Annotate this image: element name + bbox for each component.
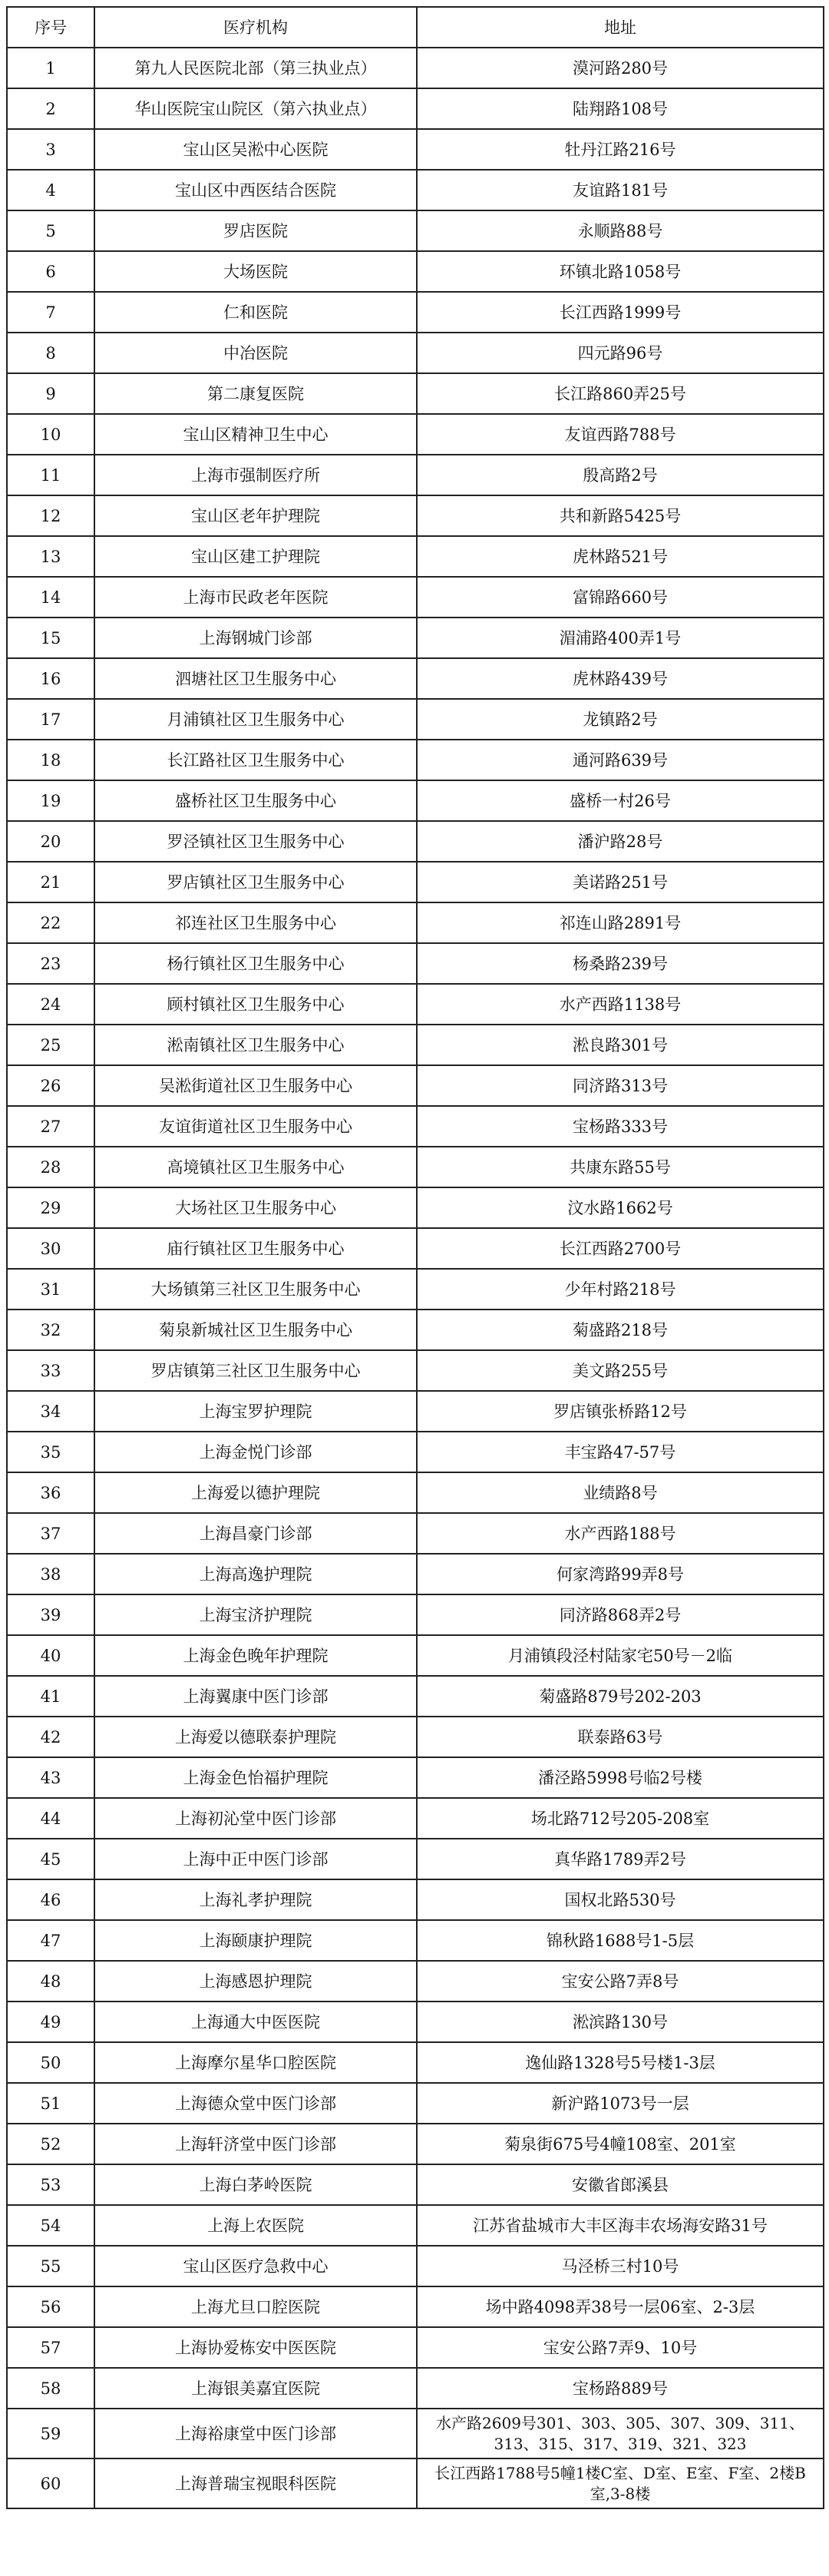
table-row — [7, 1310, 824, 1350]
address-cell: 殷高路2号 — [417, 455, 824, 495]
institution-name-cell: 上海轩济堂中医门诊部 — [94, 2124, 417, 2164]
institution-name-cell: 上海初沁堂中医门诊部 — [94, 1798, 417, 1839]
table-row — [7, 88, 824, 129]
institution-table-container — [6, 6, 823, 2509]
row-index-cell: 4 — [7, 170, 94, 210]
row-index-cell: 14 — [7, 577, 94, 618]
row-index-cell: 21 — [7, 862, 94, 902]
table-row — [7, 373, 824, 414]
table-row — [7, 1147, 824, 1187]
address-cell: 牡丹江路216号 — [417, 129, 824, 170]
table-row — [7, 1065, 824, 1106]
table-row — [7, 1187, 824, 1228]
row-index-cell: 18 — [7, 740, 94, 780]
row-index-cell: 12 — [7, 495, 94, 536]
row-index-cell: 23 — [7, 943, 94, 984]
address-cell: 场中路4098弄38号一层06室、2-3层 — [417, 2286, 824, 2327]
row-index-cell: 3 — [7, 129, 94, 170]
row-index-cell: 44 — [7, 1798, 94, 1839]
row-index-cell: 22 — [7, 902, 94, 943]
table-row — [7, 1839, 824, 1879]
table-row — [7, 2164, 824, 2205]
row-index-cell: 35 — [7, 1432, 94, 1472]
table-row — [7, 2327, 824, 2368]
address-cell: 友谊路181号 — [417, 170, 824, 210]
row-index-cell: 5 — [7, 210, 94, 251]
table-row — [7, 1391, 824, 1432]
address-cell: 汶水路1662号 — [417, 1187, 824, 1228]
row-index-cell: 42 — [7, 1717, 94, 1757]
institution-name-cell: 大场医院 — [94, 251, 417, 292]
table-row — [7, 170, 824, 210]
address-cell: 环镇北路1058号 — [417, 251, 824, 292]
address-cell: 通河路639号 — [417, 740, 824, 780]
institution-name-cell: 上海金悦门诊部 — [94, 1432, 417, 1472]
table-row — [7, 251, 824, 292]
institution-name-cell: 第九人民医院北部（第三执业点） — [94, 48, 417, 88]
table-row — [7, 2409, 824, 2458]
table-row — [7, 210, 824, 251]
institution-name-cell: 华山医院宝山院区（第六执业点） — [94, 88, 417, 129]
table-row — [7, 1757, 824, 1798]
address-cell: 新沪路1073号一层 — [417, 2083, 824, 2124]
address-cell: 美文路255号 — [417, 1350, 824, 1391]
row-index-cell: 27 — [7, 1106, 94, 1147]
address-cell: 漠河路280号 — [417, 48, 824, 88]
institution-name-cell: 上海爱以德护理院 — [94, 1472, 417, 1513]
institution-name-cell: 大场社区卫生服务中心 — [94, 1187, 417, 1228]
address-cell: 永顺路88号 — [417, 210, 824, 251]
address-cell: 盛桥一村26号 — [417, 780, 824, 821]
institution-name-cell: 上海高逸护理院 — [94, 1554, 417, 1594]
table-row — [7, 821, 824, 862]
table-row — [7, 1269, 824, 1310]
address-cell: 宝杨路889号 — [417, 2368, 824, 2409]
address-cell: 长江路860弄25号 — [417, 373, 824, 414]
address-cell: 友谊西路788号 — [417, 414, 824, 455]
institution-name-cell: 月浦镇社区卫生服务中心 — [94, 699, 417, 740]
institution-name-cell: 上海宝济护理院 — [94, 1594, 417, 1635]
table-row — [7, 1920, 824, 1961]
table-row — [7, 2368, 824, 2409]
row-index-cell: 16 — [7, 658, 94, 699]
table-row — [7, 1350, 824, 1391]
address-cell: 共康东路55号 — [417, 1147, 824, 1187]
institution-name-cell: 上海金色怡福护理院 — [94, 1757, 417, 1798]
table-row — [7, 1798, 824, 1839]
row-index-cell: 10 — [7, 414, 94, 455]
address-cell: 宝杨路333号 — [417, 1106, 824, 1147]
row-index-cell: 8 — [7, 333, 94, 373]
address-cell: 陆翔路108号 — [417, 88, 824, 129]
row-index-cell: 40 — [7, 1635, 94, 1676]
row-index-cell: 37 — [7, 1513, 94, 1554]
institution-name-cell: 罗店镇第三社区卫生服务中心 — [94, 1350, 417, 1391]
table-row — [7, 1025, 824, 1065]
table-row — [7, 2002, 824, 2042]
institution-name-cell: 上海中正中医门诊部 — [94, 1839, 417, 1879]
institution-name-cell: 罗店镇社区卫生服务中心 — [94, 862, 417, 902]
institution-name-cell: 上海摩尔星华口腔医院 — [94, 2042, 417, 2083]
row-index-cell: 59 — [7, 2409, 94, 2458]
table-row — [7, 2083, 824, 2124]
institution-name-cell: 仁和医院 — [94, 292, 417, 333]
table-row — [7, 1106, 824, 1147]
institution-name-cell: 宝山区建工护理院 — [94, 536, 417, 577]
institution-name-cell: 上海普瑞宝视眼科医院 — [94, 2458, 417, 2508]
institution-name-cell: 长江路社区卫生服务中心 — [94, 740, 417, 780]
row-index-cell: 13 — [7, 536, 94, 577]
row-index-cell: 19 — [7, 780, 94, 821]
institution-name-cell: 大场镇第三社区卫生服务中心 — [94, 1269, 417, 1310]
institution-name-cell: 上海市民政老年医院 — [94, 577, 417, 618]
row-index-cell: 31 — [7, 1269, 94, 1310]
row-index-cell: 39 — [7, 1594, 94, 1635]
address-cell: 罗店镇张桥路12号 — [417, 1391, 824, 1432]
table-row — [7, 1432, 824, 1472]
row-index-cell: 15 — [7, 618, 94, 658]
address-cell: 江苏省盐城市大丰区海丰农场海安路31号 — [417, 2205, 824, 2246]
row-index-cell: 24 — [7, 984, 94, 1025]
institution-name-cell: 上海上农医院 — [94, 2205, 417, 2246]
header-institution: 医疗机构 — [94, 7, 417, 48]
institution-name-cell: 吴淞街道社区卫生服务中心 — [94, 1065, 417, 1106]
table-row — [7, 658, 824, 699]
table-row — [7, 1635, 824, 1676]
address-cell: 月浦镇段泾村陆家宅50号－2临 — [417, 1635, 824, 1676]
table-row — [7, 780, 824, 821]
row-index-cell: 45 — [7, 1839, 94, 1879]
row-index-cell: 46 — [7, 1879, 94, 1920]
institution-name-cell: 宝山区老年护理院 — [94, 495, 417, 536]
table-row — [7, 943, 824, 984]
table-row — [7, 740, 824, 780]
table-row — [7, 495, 824, 536]
address-cell: 菊泉街675号4幢108室、201室 — [417, 2124, 824, 2164]
institution-name-cell: 上海白茅岭医院 — [94, 2164, 417, 2205]
row-index-cell: 11 — [7, 455, 94, 495]
row-index-cell: 20 — [7, 821, 94, 862]
institution-name-cell: 中冶医院 — [94, 333, 417, 373]
table-row — [7, 2124, 824, 2164]
row-index-cell: 32 — [7, 1310, 94, 1350]
address-cell: 联泰路63号 — [417, 1717, 824, 1757]
institution-name-cell: 高境镇社区卫生服务中心 — [94, 1147, 417, 1187]
address-cell: 丰宝路47-57号 — [417, 1432, 824, 1472]
row-index-cell: 58 — [7, 2368, 94, 2409]
row-index-cell: 17 — [7, 699, 94, 740]
table-row — [7, 1717, 824, 1757]
institution-name-cell: 顾村镇社区卫生服务中心 — [94, 984, 417, 1025]
row-index-cell: 34 — [7, 1391, 94, 1432]
address-cell: 杨桑路239号 — [417, 943, 824, 984]
institution-name-cell: 上海爱以德联泰护理院 — [94, 1717, 417, 1757]
address-cell: 虎林路521号 — [417, 536, 824, 577]
table-row — [7, 333, 824, 373]
institution-name-cell: 上海翼康中医门诊部 — [94, 1676, 417, 1717]
institution-name-cell: 淞南镇社区卫生服务中心 — [94, 1025, 417, 1065]
address-cell: 水产西路188号 — [417, 1513, 824, 1554]
row-index-cell: 48 — [7, 1961, 94, 2002]
institution-name-cell: 罗店医院 — [94, 210, 417, 251]
row-index-cell: 1 — [7, 48, 94, 88]
table-row — [7, 2246, 824, 2286]
address-cell: 水产路2609号301、303、305、307、309、311、313、315、317、319、321、323 — [417, 2409, 824, 2458]
institution-name-cell: 泗塘社区卫生服务中心 — [94, 658, 417, 699]
row-index-cell: 56 — [7, 2286, 94, 2327]
address-cell: 菊盛路879号202-203 — [417, 1676, 824, 1717]
institution-name-cell: 上海银美嘉宜医院 — [94, 2368, 417, 2409]
table-header-row — [7, 7, 824, 48]
institution-name-cell: 庙行镇社区卫生服务中心 — [94, 1228, 417, 1269]
row-index-cell: 9 — [7, 373, 94, 414]
table-row — [7, 455, 824, 495]
row-index-cell: 49 — [7, 2002, 94, 2042]
table-row — [7, 1472, 824, 1513]
row-index-cell: 29 — [7, 1187, 94, 1228]
institution-name-cell: 祁连社区卫生服务中心 — [94, 902, 417, 943]
institution-name-cell: 上海尤旦口腔医院 — [94, 2286, 417, 2327]
institution-name-cell: 宝山区医疗急救中心 — [94, 2246, 417, 2286]
address-cell: 长江西路1999号 — [417, 292, 824, 333]
institution-name-cell: 上海宝罗护理院 — [94, 1391, 417, 1432]
address-cell: 场北路712号205-208室 — [417, 1798, 824, 1839]
table-row — [7, 1554, 824, 1594]
address-cell: 淞滨路130号 — [417, 2002, 824, 2042]
institution-name-cell: 宝山区精神卫生中心 — [94, 414, 417, 455]
table-row — [7, 48, 824, 88]
row-index-cell: 51 — [7, 2083, 94, 2124]
table-row — [7, 577, 824, 618]
address-cell: 宝安公路7弄9、10号 — [417, 2327, 824, 2368]
row-index-cell: 30 — [7, 1228, 94, 1269]
institution-name-cell: 盛桥社区卫生服务中心 — [94, 780, 417, 821]
address-cell: 富锦路660号 — [417, 577, 824, 618]
row-index-cell: 25 — [7, 1025, 94, 1065]
row-index-cell: 33 — [7, 1350, 94, 1391]
table-row — [7, 2042, 824, 2083]
institution-name-cell: 第二康复医院 — [94, 373, 417, 414]
header-index: 序号 — [7, 7, 94, 48]
institution-name-cell: 上海金色晚年护理院 — [94, 1635, 417, 1676]
row-index-cell: 57 — [7, 2327, 94, 2368]
address-cell: 潘沪路28号 — [417, 821, 824, 862]
address-cell: 少年村路218号 — [417, 1269, 824, 1310]
address-cell: 潘泾路5998号临2号楼 — [417, 1757, 824, 1798]
row-index-cell: 50 — [7, 2042, 94, 2083]
address-cell: 虎林路439号 — [417, 658, 824, 699]
row-index-cell: 6 — [7, 251, 94, 292]
table-row — [7, 536, 824, 577]
table-row — [7, 292, 824, 333]
row-index-cell: 52 — [7, 2124, 94, 2164]
institution-name-cell: 宝山区吴淞中心医院 — [94, 129, 417, 170]
table-row — [7, 862, 824, 902]
institution-name-cell: 上海裕康堂中医门诊部 — [94, 2409, 417, 2458]
row-index-cell: 36 — [7, 1472, 94, 1513]
institution-name-cell: 上海德众堂中医门诊部 — [94, 2083, 417, 2124]
address-cell: 国权北路530号 — [417, 1879, 824, 1920]
row-index-cell: 47 — [7, 1920, 94, 1961]
address-cell: 湄浦路400弄1号 — [417, 618, 824, 658]
table-row — [7, 414, 824, 455]
header-address: 地址 — [417, 7, 824, 48]
row-index-cell: 41 — [7, 1676, 94, 1717]
row-index-cell: 54 — [7, 2205, 94, 2246]
medical-institution-table — [6, 6, 824, 2509]
institution-name-cell: 上海感恩护理院 — [94, 1961, 417, 2002]
address-cell: 水产西路1138号 — [417, 984, 824, 1025]
row-index-cell: 43 — [7, 1757, 94, 1798]
row-index-cell: 60 — [7, 2458, 94, 2508]
address-cell: 何家湾路99弄8号 — [417, 1554, 824, 1594]
table-row — [7, 2205, 824, 2246]
address-cell: 真华路1789弄2号 — [417, 1839, 824, 1879]
address-cell: 菊盛路218号 — [417, 1310, 824, 1350]
row-index-cell: 26 — [7, 1065, 94, 1106]
address-cell: 长江西路2700号 — [417, 1228, 824, 1269]
table-row — [7, 618, 824, 658]
table-row — [7, 1676, 824, 1717]
row-index-cell: 38 — [7, 1554, 94, 1594]
address-cell: 祁连山路2891号 — [417, 902, 824, 943]
institution-name-cell: 友谊街道社区卫生服务中心 — [94, 1106, 417, 1147]
institution-name-cell: 菊泉新城社区卫生服务中心 — [94, 1310, 417, 1350]
address-cell: 共和新路5425号 — [417, 495, 824, 536]
address-cell: 淞良路301号 — [417, 1025, 824, 1065]
address-cell: 美诺路251号 — [417, 862, 824, 902]
institution-name-cell: 上海钢城门诊部 — [94, 618, 417, 658]
table-row — [7, 2458, 824, 2508]
table-row — [7, 1594, 824, 1635]
institution-name-cell: 上海协爱栋安中医医院 — [94, 2327, 417, 2368]
table-row — [7, 699, 824, 740]
table-row — [7, 1513, 824, 1554]
address-cell: 业绩路8号 — [417, 1472, 824, 1513]
table-row — [7, 984, 824, 1025]
address-cell: 宝安公路7弄8号 — [417, 1961, 824, 2002]
address-cell: 同济路868弄2号 — [417, 1594, 824, 1635]
row-index-cell: 53 — [7, 2164, 94, 2205]
row-index-cell: 28 — [7, 1147, 94, 1187]
address-cell: 同济路313号 — [417, 1065, 824, 1106]
institution-name-cell: 罗泾镇社区卫生服务中心 — [94, 821, 417, 862]
row-index-cell: 55 — [7, 2246, 94, 2286]
institution-name-cell: 杨行镇社区卫生服务中心 — [94, 943, 417, 984]
table-body — [7, 48, 824, 2508]
institution-name-cell: 上海礼孝护理院 — [94, 1879, 417, 1920]
address-cell: 锦秋路1688号1-5层 — [417, 1920, 824, 1961]
table-row — [7, 129, 824, 170]
address-cell: 四元路96号 — [417, 333, 824, 373]
row-index-cell: 2 — [7, 88, 94, 129]
address-cell: 逸仙路1328号5号楼1-3层 — [417, 2042, 824, 2083]
address-cell: 龙镇路2号 — [417, 699, 824, 740]
address-cell: 长江西路1788号5幢1楼C室、D室、E室、F室、2楼B室,3-8楼 — [417, 2458, 824, 2508]
institution-name-cell: 上海昌豪门诊部 — [94, 1513, 417, 1554]
institution-name-cell: 上海颐康护理院 — [94, 1920, 417, 1961]
table-row — [7, 1228, 824, 1269]
institution-name-cell: 上海通大中医医院 — [94, 2002, 417, 2042]
table-row — [7, 1961, 824, 2002]
address-cell: 安徽省郎溪县 — [417, 2164, 824, 2205]
table-row — [7, 902, 824, 943]
table-row — [7, 1879, 824, 1920]
row-index-cell: 7 — [7, 292, 94, 333]
institution-name-cell: 上海市强制医疗所 — [94, 455, 417, 495]
institution-name-cell: 宝山区中西医结合医院 — [94, 170, 417, 210]
table-row — [7, 2286, 824, 2327]
address-cell: 马泾桥三村10号 — [417, 2246, 824, 2286]
